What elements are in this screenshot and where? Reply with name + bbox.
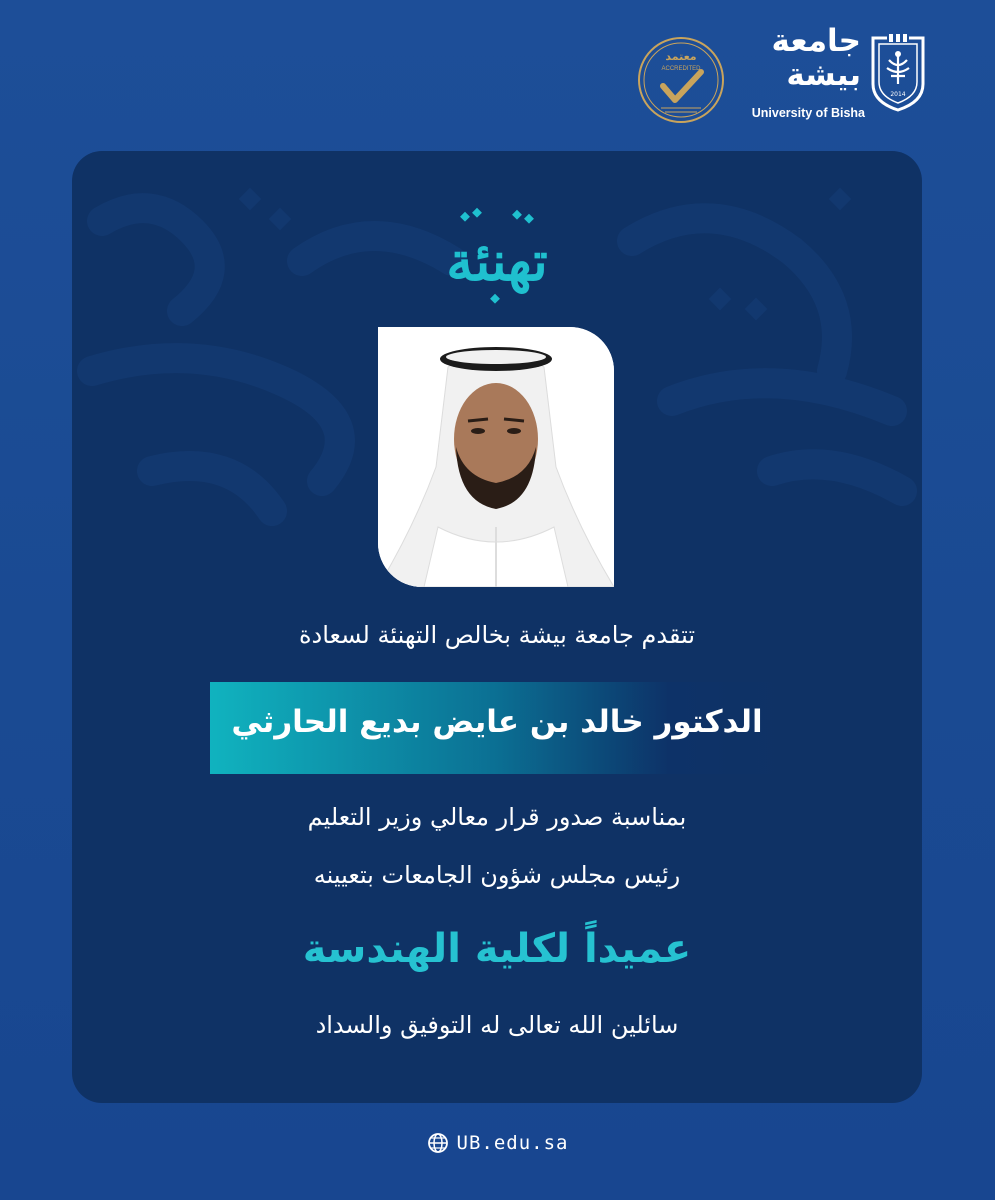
congratulation-card [72,151,922,1103]
occasion-line-2: رئيس مجلس شؤون الجامعات بتعيينه [313,861,681,889]
founded-year: 2014 [890,91,906,98]
closing-text: سائلين الله تعالى له التوفيق والسداد [315,1011,679,1039]
accreditation-label-ar: معتمد [665,50,697,63]
website-link[interactable]: UB.edu.sa [456,1132,569,1154]
card-title [402,199,592,309]
portrait-photo [378,327,614,587]
accreditation-seal [637,36,725,124]
accreditation-label-en: ACCREDITED [661,66,701,72]
globe-icon [427,1132,449,1154]
footer [0,1132,995,1162]
university-name-ar: جامعة بيشة [771,23,861,93]
university-logo [751,23,927,128]
university-shield-icon [869,34,927,112]
intro-text: تتقدم جامعة بيشة بخالص التهنئة لسعادة [298,621,696,649]
checkmark-icon [663,72,701,100]
person-portrait-icon [378,327,614,587]
name-banner [210,682,784,774]
appointed-position: عميداً لكلية الهندسة [302,926,692,972]
card-title-text: تهنئة [446,229,548,293]
occasion-line-1: بمناسبة صدور قرار معالي وزير التعليم [307,803,687,831]
university-name-en: University of Bisha [751,106,865,120]
honoree-name: الدكتور خالد بن عايض بديع الحارثي [231,704,763,740]
